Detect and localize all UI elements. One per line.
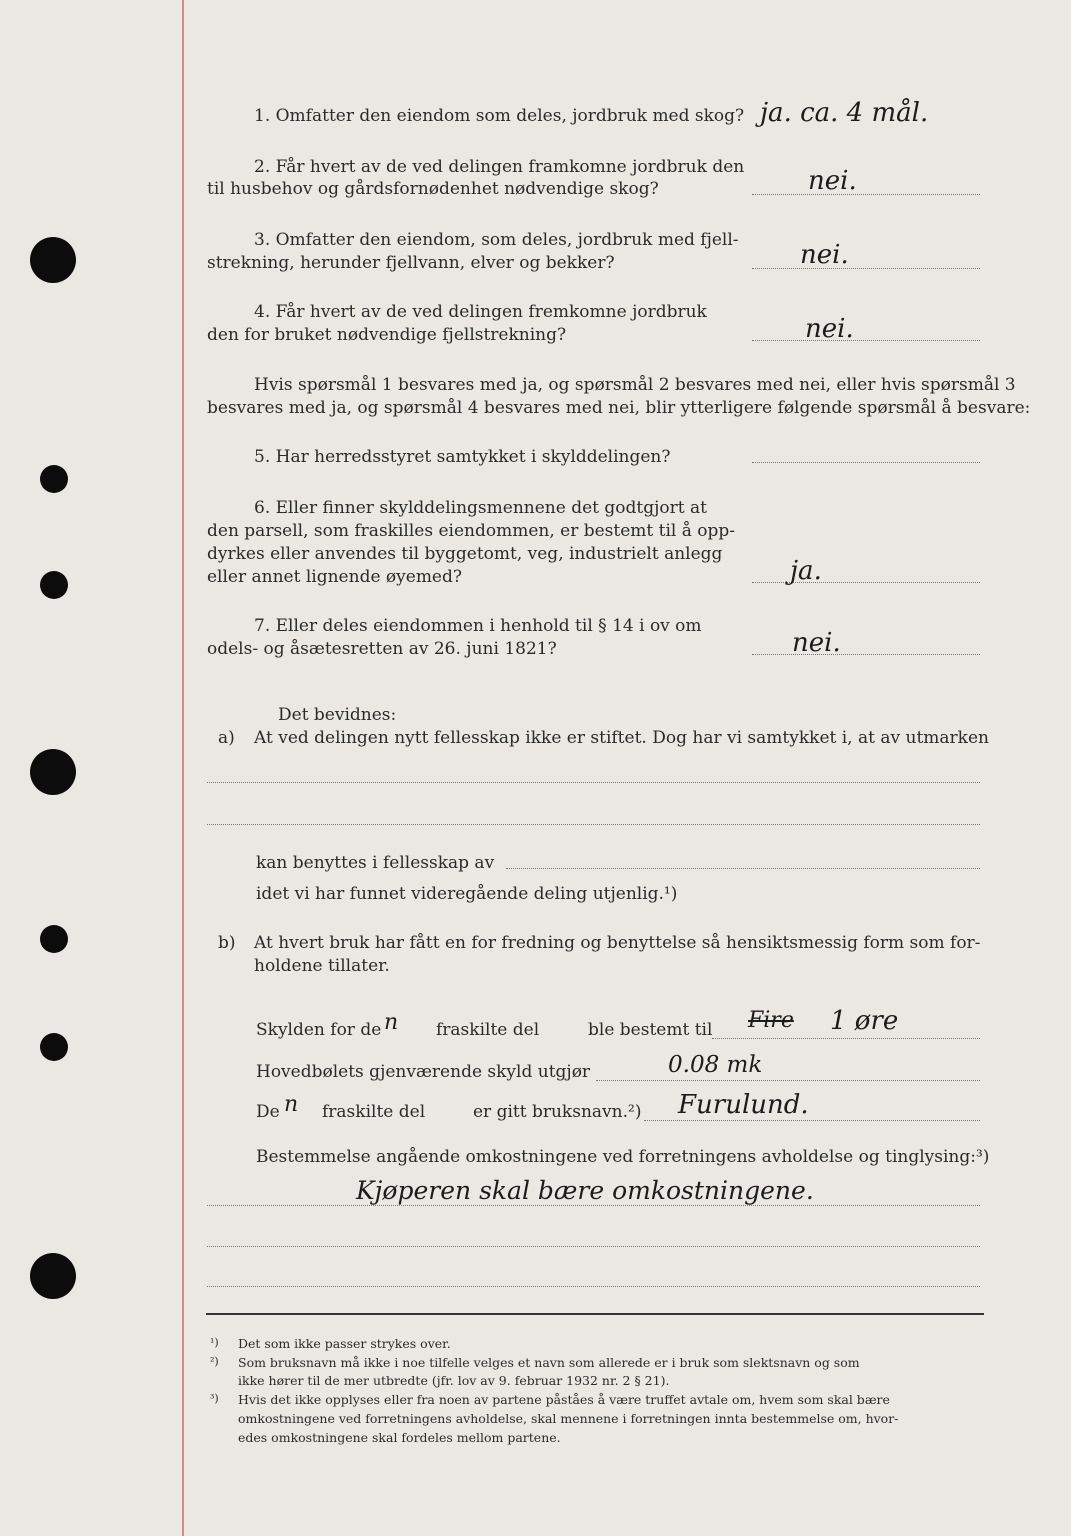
answer-7-handwritten: nei. bbox=[792, 628, 841, 658]
name-label-2: fraskilte del bbox=[322, 1102, 426, 1122]
name-label-1: De bbox=[256, 1102, 280, 1122]
costs-value-handwritten: Kjøperen skal bære omkostningene. bbox=[356, 1176, 814, 1205]
name-value-handwritten: Furulund. bbox=[678, 1090, 809, 1120]
binder-hole bbox=[40, 571, 68, 599]
shared-use-line bbox=[506, 868, 980, 869]
attest-b-marker: b) bbox=[218, 933, 236, 953]
attest-b-line-1: At hvert bruk har fått en for fredning og benyttelse så hensiktsmessig form som for- bbox=[254, 933, 981, 953]
question-1: 1. Omfatter den eiendom som deles, jordbruk med skog? bbox=[254, 106, 745, 126]
answer-2-handwritten: nei. bbox=[808, 166, 857, 196]
footnote-3-line-2: omkostningene ved forretningens avholdelse, skal mennene i forretningen innta bestemmelse om, hvor- bbox=[238, 1411, 899, 1426]
answer-4-handwritten: nei. bbox=[805, 314, 854, 344]
attest-a-text: At ved delingen nytt fellesskap ikke er stiftet. Dog har vi samtykket i, at av utmarken bbox=[254, 728, 989, 748]
footnote-1-line-1: Det som ikke passer strykes over. bbox=[238, 1336, 451, 1351]
footnote-3-line-3: edes omkostningene skal fordeles mellom partene. bbox=[238, 1430, 561, 1445]
binder-hole bbox=[30, 237, 76, 283]
binder-hole bbox=[30, 749, 76, 795]
costs-line-3 bbox=[207, 1286, 980, 1287]
answer-2-line bbox=[752, 194, 980, 195]
costs-line-1 bbox=[207, 1205, 980, 1206]
footnote-2-line-2: ikke hører til de mer utbredte (jfr. lov av 9. februar 1932 nr. 2 § 21). bbox=[238, 1373, 670, 1388]
binder-hole bbox=[30, 1253, 76, 1299]
margin-line bbox=[182, 0, 184, 1536]
binder-hole bbox=[40, 465, 68, 493]
question-2-line-2: til husbehov og gårdsfornødenhet nødvendige skog? bbox=[207, 179, 659, 199]
binder-hole bbox=[40, 925, 68, 953]
answer-5-line bbox=[752, 462, 980, 463]
answer-6-handwritten: ja. bbox=[790, 556, 822, 586]
question-3-line-2: strekning, herunder fjellvann, elver og bekker? bbox=[207, 253, 615, 273]
footnote-2-line-1: Som bruksnavn må ikke i noe tilfelle velges et navn som allerede er i bruk som slektsnavn og som bbox=[238, 1355, 860, 1370]
answer-1-handwritten: ja. ca. 4 mål. bbox=[760, 98, 929, 128]
footnote-3-marker: ³) bbox=[210, 1392, 219, 1405]
utmark-line-1 bbox=[207, 782, 980, 783]
footnote-1-marker: ¹) bbox=[210, 1336, 219, 1349]
question-6-line-1: 6. Eller finner skylddelingsmennene det godtgjort at bbox=[254, 498, 707, 518]
remaining-label: Hovedbølets gjenværende skyld utgjør bbox=[256, 1062, 591, 1082]
condition-line-1: Hvis spørsmål 1 besvares med ja, og spørsmål 2 besvares med nei, eller hvis spørsmål 3 bbox=[254, 375, 1016, 395]
attest-a-marker: a) bbox=[218, 728, 235, 748]
costs-label: Bestemmelse angående omkostningene ved forretningens avholdelse og tinglysing:³) bbox=[256, 1147, 990, 1167]
skyld-value-handwritten: 1 øre bbox=[830, 1006, 899, 1036]
costs-line-2 bbox=[207, 1246, 980, 1247]
question-4-line-2: den for bruket nødvendige fjellstrekning? bbox=[207, 325, 567, 345]
skyld-label-3: ble bestemt til bbox=[588, 1020, 713, 1040]
binder-hole bbox=[40, 1033, 68, 1061]
question-5: 5. Har herredsstyret samtykket i skylddelingen? bbox=[254, 447, 671, 467]
answer-7-line bbox=[752, 654, 980, 655]
answer-3-line bbox=[752, 268, 980, 269]
remaining-value-handwritten: 0.08 mk bbox=[668, 1052, 763, 1078]
question-3-line-1: 3. Omfatter den eiendom, som deles, jordbruk med fjell- bbox=[254, 230, 739, 250]
name-label-3: er gitt bruksnavn.²) bbox=[473, 1102, 642, 1122]
footnote-separator bbox=[206, 1313, 984, 1315]
shared-use-label: kan benyttes i fellesskap av bbox=[256, 853, 495, 873]
utmark-line-2 bbox=[207, 824, 980, 825]
skyld-label-2: fraskilte del bbox=[436, 1020, 540, 1040]
skyld-handwritten-suffix: n bbox=[384, 1010, 399, 1035]
attest-b-line-2: holdene tillater. bbox=[254, 956, 390, 976]
question-6-line-2: den parsell, som fraskilles eiendommen, er bestemt til å opp- bbox=[207, 521, 736, 541]
condition-line-2: besvares med ja, og spørsmål 4 besvares med nei, blir ytterligere følgende spørsmål å besvare: bbox=[207, 398, 1031, 418]
footnote-3-line-1: Hvis det ikke opplyses eller fra noen av partene påståes å være truffet avtale om, hvem som skal bære bbox=[238, 1392, 890, 1407]
reason-text: idet vi har funnet videregående deling utjenlig.¹) bbox=[256, 884, 678, 904]
answer-4-line bbox=[752, 340, 980, 341]
question-7-line-1: 7. Eller deles eiendommen i henhold til § 14 i ov om bbox=[254, 616, 702, 636]
footnote-2-marker: ²) bbox=[210, 1355, 219, 1368]
attest-heading: Det bevidnes: bbox=[278, 705, 397, 725]
question-4-line-1: 4. Får hvert av de ved delingen fremkomne jordbruk bbox=[254, 302, 707, 322]
remaining-line bbox=[596, 1080, 980, 1081]
question-7-line-2: odels- og åsætesretten av 26. juni 1821? bbox=[207, 639, 557, 659]
skyld-line bbox=[712, 1038, 980, 1039]
name-handwritten-suffix: n bbox=[284, 1092, 299, 1117]
skyld-struck-value: Fire bbox=[748, 1008, 794, 1033]
question-6-line-3: dyrkes eller anvendes til byggetomt, veg, industrielt anlegg bbox=[207, 544, 723, 564]
answer-6-line bbox=[752, 582, 980, 583]
skyld-label-1: Skylden for de bbox=[256, 1020, 382, 1040]
question-2-line-1: 2. Får hvert av de ved delingen framkomne jordbruk den bbox=[254, 157, 745, 177]
answer-3-handwritten: nei. bbox=[800, 240, 849, 270]
name-line bbox=[644, 1120, 980, 1121]
question-6-line-4: eller annet lignende øyemed? bbox=[207, 567, 462, 587]
